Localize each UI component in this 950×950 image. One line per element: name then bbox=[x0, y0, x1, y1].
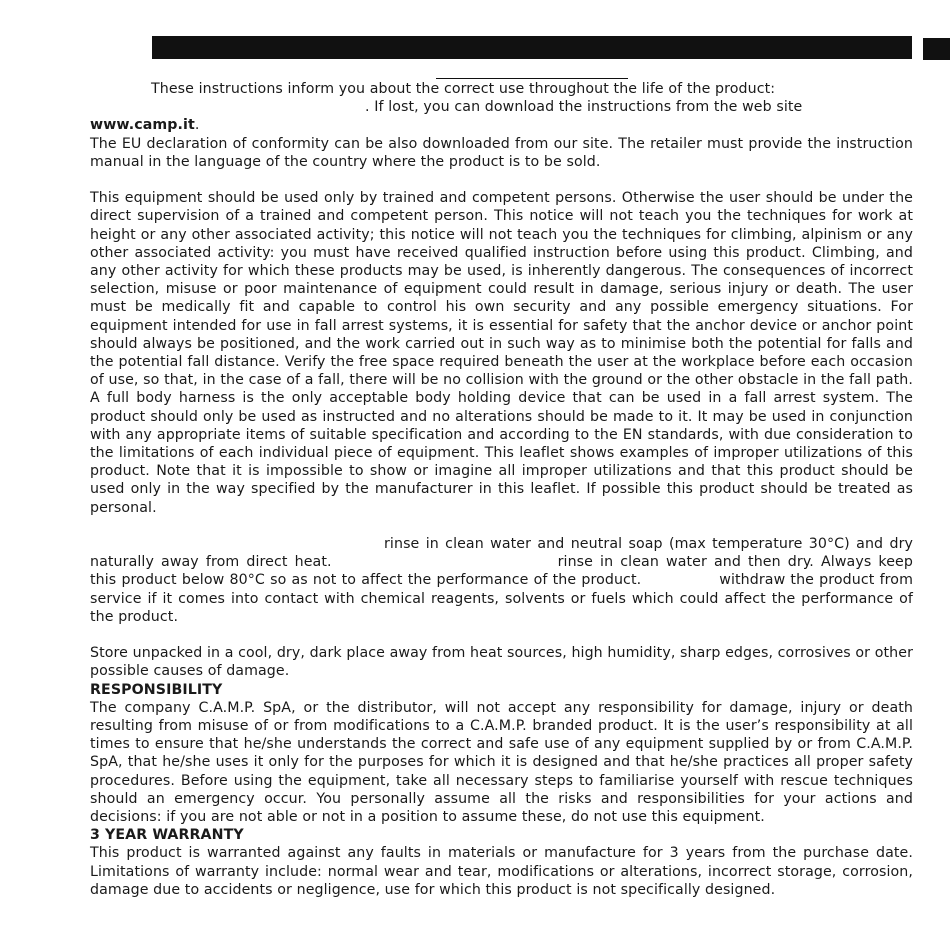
storage-paragraph: Store unpacked in a cool, dry, dark place away from heat sources, high humidity, sharp edges, corrosives or other possible causes of damage. bbox=[90, 645, 914, 680]
intro-line-2: . If lost, you can download the instructions from the web site www.camp.it. bbox=[90, 99, 803, 134]
responsibility-heading: RESPONSIBILITY bbox=[90, 681, 223, 698]
warning-paragraph: This equipment should be used only by trained and competent persons. Otherwise the user should be under the direct supervision of a trained and competent person. This notice will not teach you the techniques for work at height or any other associated activity; this notice will not teach you the techniques for climbing, alpinism or any other associated activity: you must have received qualified instruction before using this product. Climbing, and any other activity for which these products may be used, is inherently dangerous. The consequences of incorrect selection, misuse or poor maintenance of equipment could result in damage, serious injury or death. The user must be medically fit and capable to control his own security and any possible emergency situations. For equipment intended for use in fall arrest systems, it is essential for safety that the anchor device or anchor point should always be positioned, and the work carried out in such way as to minimise both the potential for falls and the potential fall distance. Verify the free space required beneath the user at the workplace before each occasion of use, so that, in the case of a fall, there will be no collision with the ground or the other obstacle in the fall path. A full body harness is the only acceptable body holding device that can be used in a fall arrest system. The product should only be used as instructed and no alterations should be made to it. It may be used in conjunction with any appropriate items of suitable specification and according to the EN standards, with due consideration to the limitations of each individual piece of equipment. This leaflet shows examples of improper utilizations of this product. Note that it is impossible to show or imagine all improper utilizations and that this product should be used only in the way specified by the manufacturer in this leaflet. If possible this product should be treated as personal. bbox=[90, 190, 913, 516]
responsibility-paragraph: The company C.A.M.P. SpA, or the distributor, will not accept any responsibility for damage, injury or death resulting from misuse of or from modifications to a C.A.M.P. branded product. It is the user’s responsibility at all times to ensure that he/she understands the correct and safe use of any equipment supplied by or from C.A.M.P. SpA, that he/she uses it only for the purposes for which it is designed and that he/she practices all proper safety procedures. Before using the equipment, take all necessary steps to familiarise yourself with rescue techniques should an emergency occur. You personally assume all the risks and responsibilities for your actions and decisions: if you are not able or not in a position to assume these, do not use this equipment. bbox=[90, 699, 913, 826]
warranty-heading: 3 YEAR WARRANTY bbox=[90, 827, 244, 844]
document-body bbox=[90, 80, 913, 899]
conformity-paragraph: The EU declaration of conformity can be also downloaded from our site. The retailer must provide the instruction manual in the language of the country where the product is to be sold. bbox=[90, 135, 913, 170]
website-link[interactable]: www.camp.it bbox=[90, 117, 195, 134]
page-edge-tab bbox=[923, 38, 950, 60]
header-bar bbox=[152, 36, 912, 59]
underline-mark bbox=[436, 78, 628, 79]
intro-line-1: These instructions inform you about the correct use throughout the life of the product: bbox=[90, 80, 913, 98]
maintenance-paragraph: rinse in clean water and neutral soap (max temperature 30°C) and dry naturally away from direct heat. rinse in clean water and then dry. Always keep this product below 80°C so as not to affect the performance of the product. withdraw the product from service if it comes into contact with chemical reagents, solvents or fuels which could affect the performance of the product. bbox=[90, 536, 913, 625]
warranty-paragraph: This product is warranted against any faults in materials or manufacture for 3 years from the purchase date. Limitations of warranty include: normal wear and tear, modifications or alterations, incorrect storage, corrosion, damage due to accidents or negligence, use for which this product is not specifically designed. bbox=[90, 845, 913, 898]
